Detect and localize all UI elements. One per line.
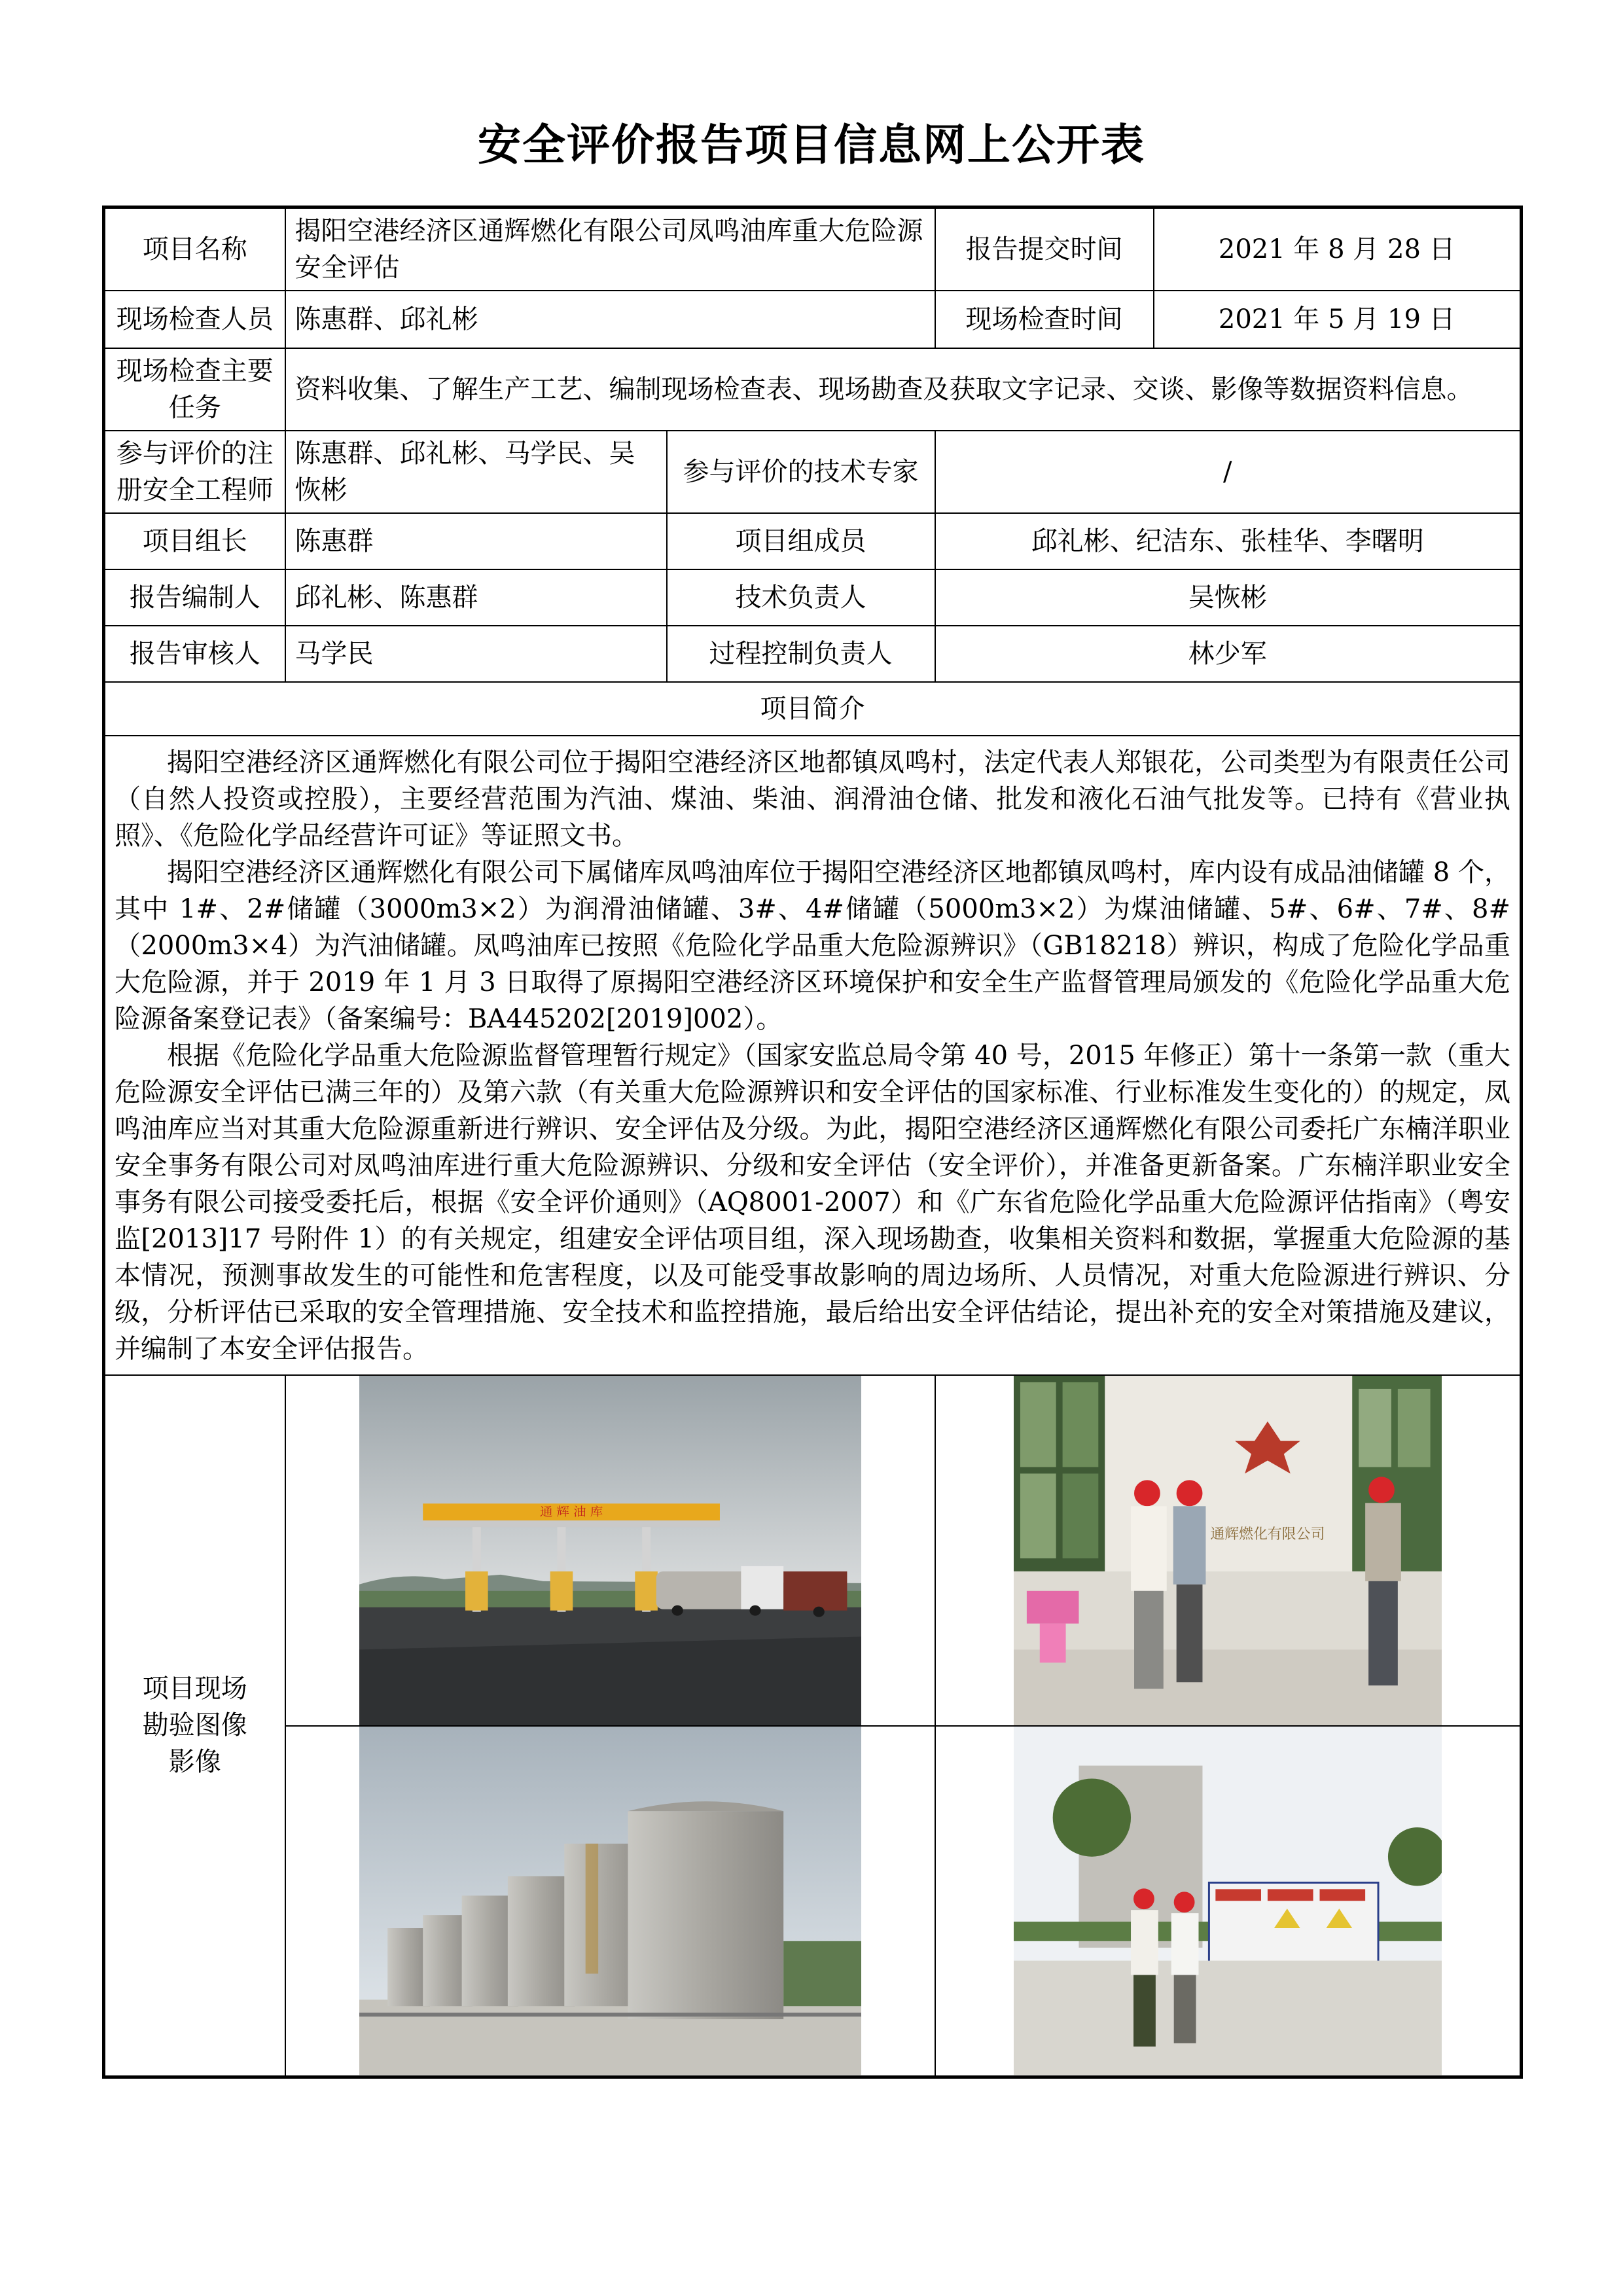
label-members: 项目组成员 bbox=[667, 513, 935, 569]
row-editor bbox=[104, 569, 1522, 626]
value-submit-time: 2021 年 8 月 28 日 bbox=[1154, 207, 1522, 291]
label-submit-time: 报告提交时间 bbox=[935, 207, 1154, 291]
row-photos-top bbox=[104, 1375, 1522, 1726]
value-tech-lead: 吴恢彬 bbox=[935, 569, 1522, 626]
row-intro-body bbox=[104, 736, 1522, 1375]
photo-storage-tanks bbox=[359, 1727, 861, 2075]
row-leader bbox=[104, 513, 1522, 569]
intro-paragraph: 根据《危险化学品重大危险源监督管理暂行规定》（国家安监总局令第 40 号，2015 年修正）第十一条第一款（重大危险源安全评估已满三年的）及第六款（有关重大危险源辨识和安全评估的国家标准、行业标准发生变化的）的规定，凤鸣油库应当对其重大危险源重新进行辨识、安全评估及分级。为此，揭阳空港经济区通辉燃化有限公司委托广东楠洋职业安全事务有限公司对凤鸣油库进行重大危险源辨识、分级和安全评估（安全评价），并准备更新备案。广东楠洋职业安全事务有限公司接受委托后，根据《安全评价通则》（AQ8001-2007）和《广东省危险化学品重大危险源评估指南》（粤安监[2013]17 号附件 1）的有关规定，组建安全评估项目组，深入现场勘查，收集相关资料和数据，掌握重大危险源的基本情况，预测事故发生的可能性和危害程度，以及可能受事故影响的周边场所、人员情况，对重大危险源进行辨识、分级，分析评估已采取的安全管理措施、安全技术和监控措施，最后给出安全评估结论，提出补充的安全对策措施及建议，并编制了本安全评估报告。 bbox=[115, 1040, 1511, 1364]
row-engineers bbox=[104, 431, 1522, 513]
value-engineers: 陈惠群、邱礼彬、马学民、吴恢彬 bbox=[285, 431, 667, 513]
photo-office-visit bbox=[1014, 1376, 1442, 1725]
page-title: 安全评价报告项目信息网上公开表 bbox=[478, 120, 1145, 170]
intro-paragraph: 揭阳空港经济区通辉燃化有限公司位于揭阳空港经济区地都镇凤鸣村，法定代表人郑银花，公司类型为有限责任公司（自然人投资或控股），主要经营范围为汽油、煤油、柴油、润滑油仓储、批发和液化石油气批发等。已持有《营业执照》、《危险化学品经营许可证》等证照文书。 bbox=[115, 747, 1511, 851]
label-experts: 参与评价的技术专家 bbox=[667, 431, 935, 513]
intro-body bbox=[104, 736, 1522, 1375]
label-editor: 报告编制人 bbox=[104, 569, 285, 626]
label-process-lead: 过程控制负责人 bbox=[667, 626, 935, 682]
row-reviewer bbox=[104, 626, 1522, 682]
row-project-name bbox=[104, 207, 1522, 291]
row-inspectors bbox=[104, 291, 1522, 348]
label-leader: 项目组长 bbox=[104, 513, 285, 569]
value-reviewer: 马学民 bbox=[285, 626, 667, 682]
label-main-tasks: 现场检查主要任务 bbox=[104, 348, 285, 431]
value-inspectors: 陈惠群、邱礼彬 bbox=[285, 291, 935, 348]
value-project-name: 揭阳空港经济区通辉燃化有限公司凤鸣油库重大危险源安全评估 bbox=[285, 207, 935, 291]
value-members: 邱礼彬、纪洁东、张桂华、李曙明 bbox=[935, 513, 1522, 569]
value-editor: 邱礼彬、陈惠群 bbox=[285, 569, 667, 626]
photo-cell-office bbox=[935, 1375, 1522, 1726]
intro-paragraph: 揭阳空港经济区通辉燃化有限公司下属储库凤鸣油库位于揭阳空港经济区地都镇凤鸣村，库内设有成品油储罐 8 个，其中 1#、2#储罐（3000m3×2）为润滑油储罐、3#、4#储罐（5000m3×2）为煤油储罐、5#、6#、7#、8#（2000m3×4）为汽油储罐。凤鸣油库已按照《危险化学品重大危险源辨识》（GB18218）辨识，构成了危险化学品重大危险源，并于 2019 年 1 月 3 日取得了原揭阳空港经济区环境保护和安全生产监督管理局颁发的《危险化学品重大危险源备案登记表》（备案编号：BA445202[2019]002）。 bbox=[115, 857, 1511, 1034]
photo-gas-station bbox=[359, 1376, 861, 1725]
photo-cell-sign bbox=[935, 1726, 1522, 2077]
company-sign: 通辉燃化有限公司 bbox=[1209, 1526, 1325, 1543]
row-main-tasks bbox=[104, 348, 1522, 431]
label-tech-lead: 技术负责人 bbox=[667, 569, 935, 626]
value-leader: 陈惠群 bbox=[285, 513, 667, 569]
label-engineers: 参与评价的注册安全工程师 bbox=[104, 431, 285, 513]
photo-sign-board bbox=[1014, 1727, 1442, 2075]
info-table bbox=[102, 206, 1523, 2079]
photos-label: 项目现场勘验图像影像 bbox=[104, 1375, 285, 2077]
value-main-tasks: 资料收集、了解生产工艺、编制现场检查表、现场勘查及获取文字记录、交谈、影像等数据资料信息。 bbox=[285, 348, 1522, 431]
label-project-name: 项目名称 bbox=[104, 207, 285, 291]
row-photos-bottom bbox=[104, 1726, 1522, 2077]
canopy-sign: 通 辉 油 库 bbox=[539, 1505, 603, 1519]
value-process-lead: 林少军 bbox=[935, 626, 1522, 682]
label-inspectors: 现场检查人员 bbox=[104, 291, 285, 348]
label-reviewer: 报告审核人 bbox=[104, 626, 285, 682]
label-inspect-time: 现场检查时间 bbox=[935, 291, 1154, 348]
photo-cell-gas-station bbox=[285, 1375, 935, 1726]
intro-heading: 项目简介 bbox=[104, 682, 1522, 736]
value-inspect-time: 2021 年 5 月 19 日 bbox=[1154, 291, 1522, 348]
row-intro-heading bbox=[104, 682, 1522, 736]
photo-cell-tanks bbox=[285, 1726, 935, 2077]
value-experts: / bbox=[935, 431, 1522, 513]
